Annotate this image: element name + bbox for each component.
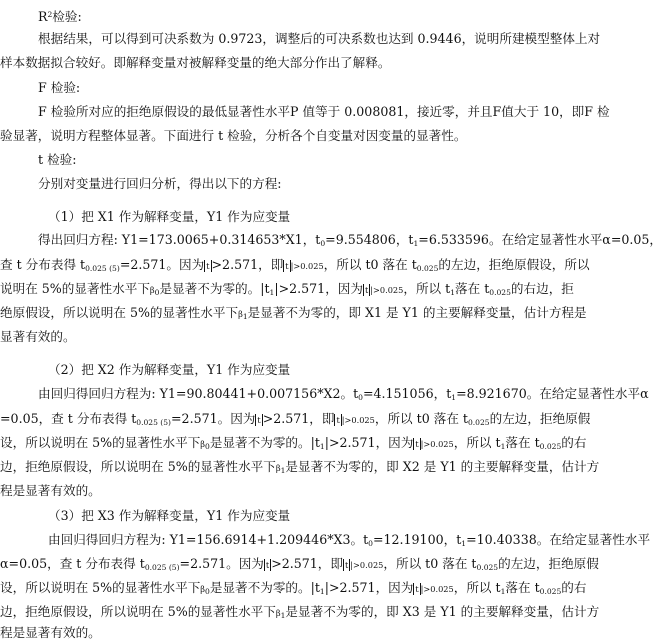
x2-line-2: =0.05，查 t 分布表得 $t_{0.025 (5)}=2.571$。因为 t >2.571，即 t |>0.025，所以 t0 落在 $t_{0.025}$的左边，拒绝原假 bbox=[0, 411, 591, 427]
section-t-heading: t 检验: bbox=[38, 152, 77, 167]
x3-line-4: 边，拒绝原假设，所以说明在 5%的显著性水平下$\beta_1$是显著不为零的，即 X3 是 Y1 的主要解释变量，估计方 bbox=[0, 604, 600, 620]
x2-line-1: 由回归得回归方程为: Y1=90.80441+0.007156*X2。$t_0=4.151056$，$t_1=8.921670$。在给定显著性水平α bbox=[38, 386, 649, 402]
x1-line-4: 绝原假设，所以说明在 5%的显著性水平下$\beta_1$是显著不为零的，即 X1 是 Y1 的主要解释变量，估计方程是 bbox=[0, 305, 587, 321]
t-intro: 分别对变量进行回归分析，得出以下的方程: bbox=[38, 176, 282, 191]
x3-line-5: 程是显著有效的。 bbox=[0, 625, 101, 640]
r2-paragraph-line-1: 根据结果，可以得到可决系数为 0.9723，调整后的可决系数也达到 0.9446，说明所建模型整体上对 bbox=[38, 31, 601, 46]
section-r2-heading: $R^2$检验: bbox=[38, 8, 82, 24]
x2-line-4: 边，拒绝原假设，所以说明在 5%的显著性水平下$\beta_1$是显著不为零的，即 X2 是 Y1 的主要解释变量，估计方 bbox=[0, 459, 600, 475]
x1-line-3: 说明在 5%的显著性水平下$\beta_0$是显著不为零的。$|t_1|>2.571$，因为 t |>0.025，所以 $t_1$落在 $t_{0.025}$的右边，拒 bbox=[0, 281, 574, 297]
x2-line-5: 程是显著有效的。 bbox=[0, 483, 101, 498]
r2-paragraph-line-2: 样本数据拟合较好。即解释变量对被解释变量的绝大部分作出了解释。 bbox=[0, 55, 391, 70]
x1-line-1: 得出回归方程: Y1=173.0065+0.314653*X1，$t_0=9.554806$，$t_1=6.533596$。在给定显著性水平α=0.05， bbox=[38, 232, 662, 248]
x3-heading: （3）把 X3 作为解释变量，Y1 作为应变量 bbox=[48, 508, 291, 523]
f-paragraph-line-2: 验显著，说明方程整体显著。下面进行 t 检验，分析各个自变量对因变量的显著性。 bbox=[0, 128, 467, 143]
x2-heading: （2）把 X2 作为解释变量，Y1 作为应变量 bbox=[48, 362, 291, 377]
x1-heading: （1）把 X1 作为解释变量，Y1 作为应变量 bbox=[48, 209, 291, 224]
x1-line-2: 查 t 分布表得 $t_{0.025 (5)}=2.571$。因为 t >2.571，即 t |>0.025，所以 t0 落在 $t_{0.025}$的左边，拒绝原假设，所以 bbox=[0, 257, 590, 273]
f-paragraph-line-1: F 检验所对应的拒绝原假设的最低显著性水平P 值等于 0.008081，接近零，并且F值大于 10，即F 检 bbox=[38, 104, 610, 119]
x3-line-3: 设，所以说明在 5%的显著性水平下$\beta_0$是显著不为零的。$|t_1|>2.571$，因为 t |>0.025，所以 $t_1$落在 $t_{0.025}$的右 bbox=[0, 580, 587, 596]
x3-line-1: 由回归得回归方程为: Y1=156.6914+1.209446*X3。$t_0=12.19100$，$t_1=10.40338$。在给定显著性水平 bbox=[48, 532, 651, 548]
x1-line-5: 显著有效的。 bbox=[0, 329, 76, 344]
section-f-heading: F 检验: bbox=[38, 80, 81, 95]
x3-line-2: α=0.05，查 t 分布表得 $t_{0.025 (5)}=2.571$。因为 t >2.571，即 t |>0.025，所以 t0 落在 $t_{0.025}$的左边，拒绝原假 bbox=[0, 556, 599, 572]
x2-line-3: 设，所以说明在 5%的显著性水平下$\beta_0$是显著不为零的。$|t_1|>2.571$，因为 t |>0.025，所以 $t_1$落在 $t_{0.025}$的右 bbox=[0, 435, 587, 451]
